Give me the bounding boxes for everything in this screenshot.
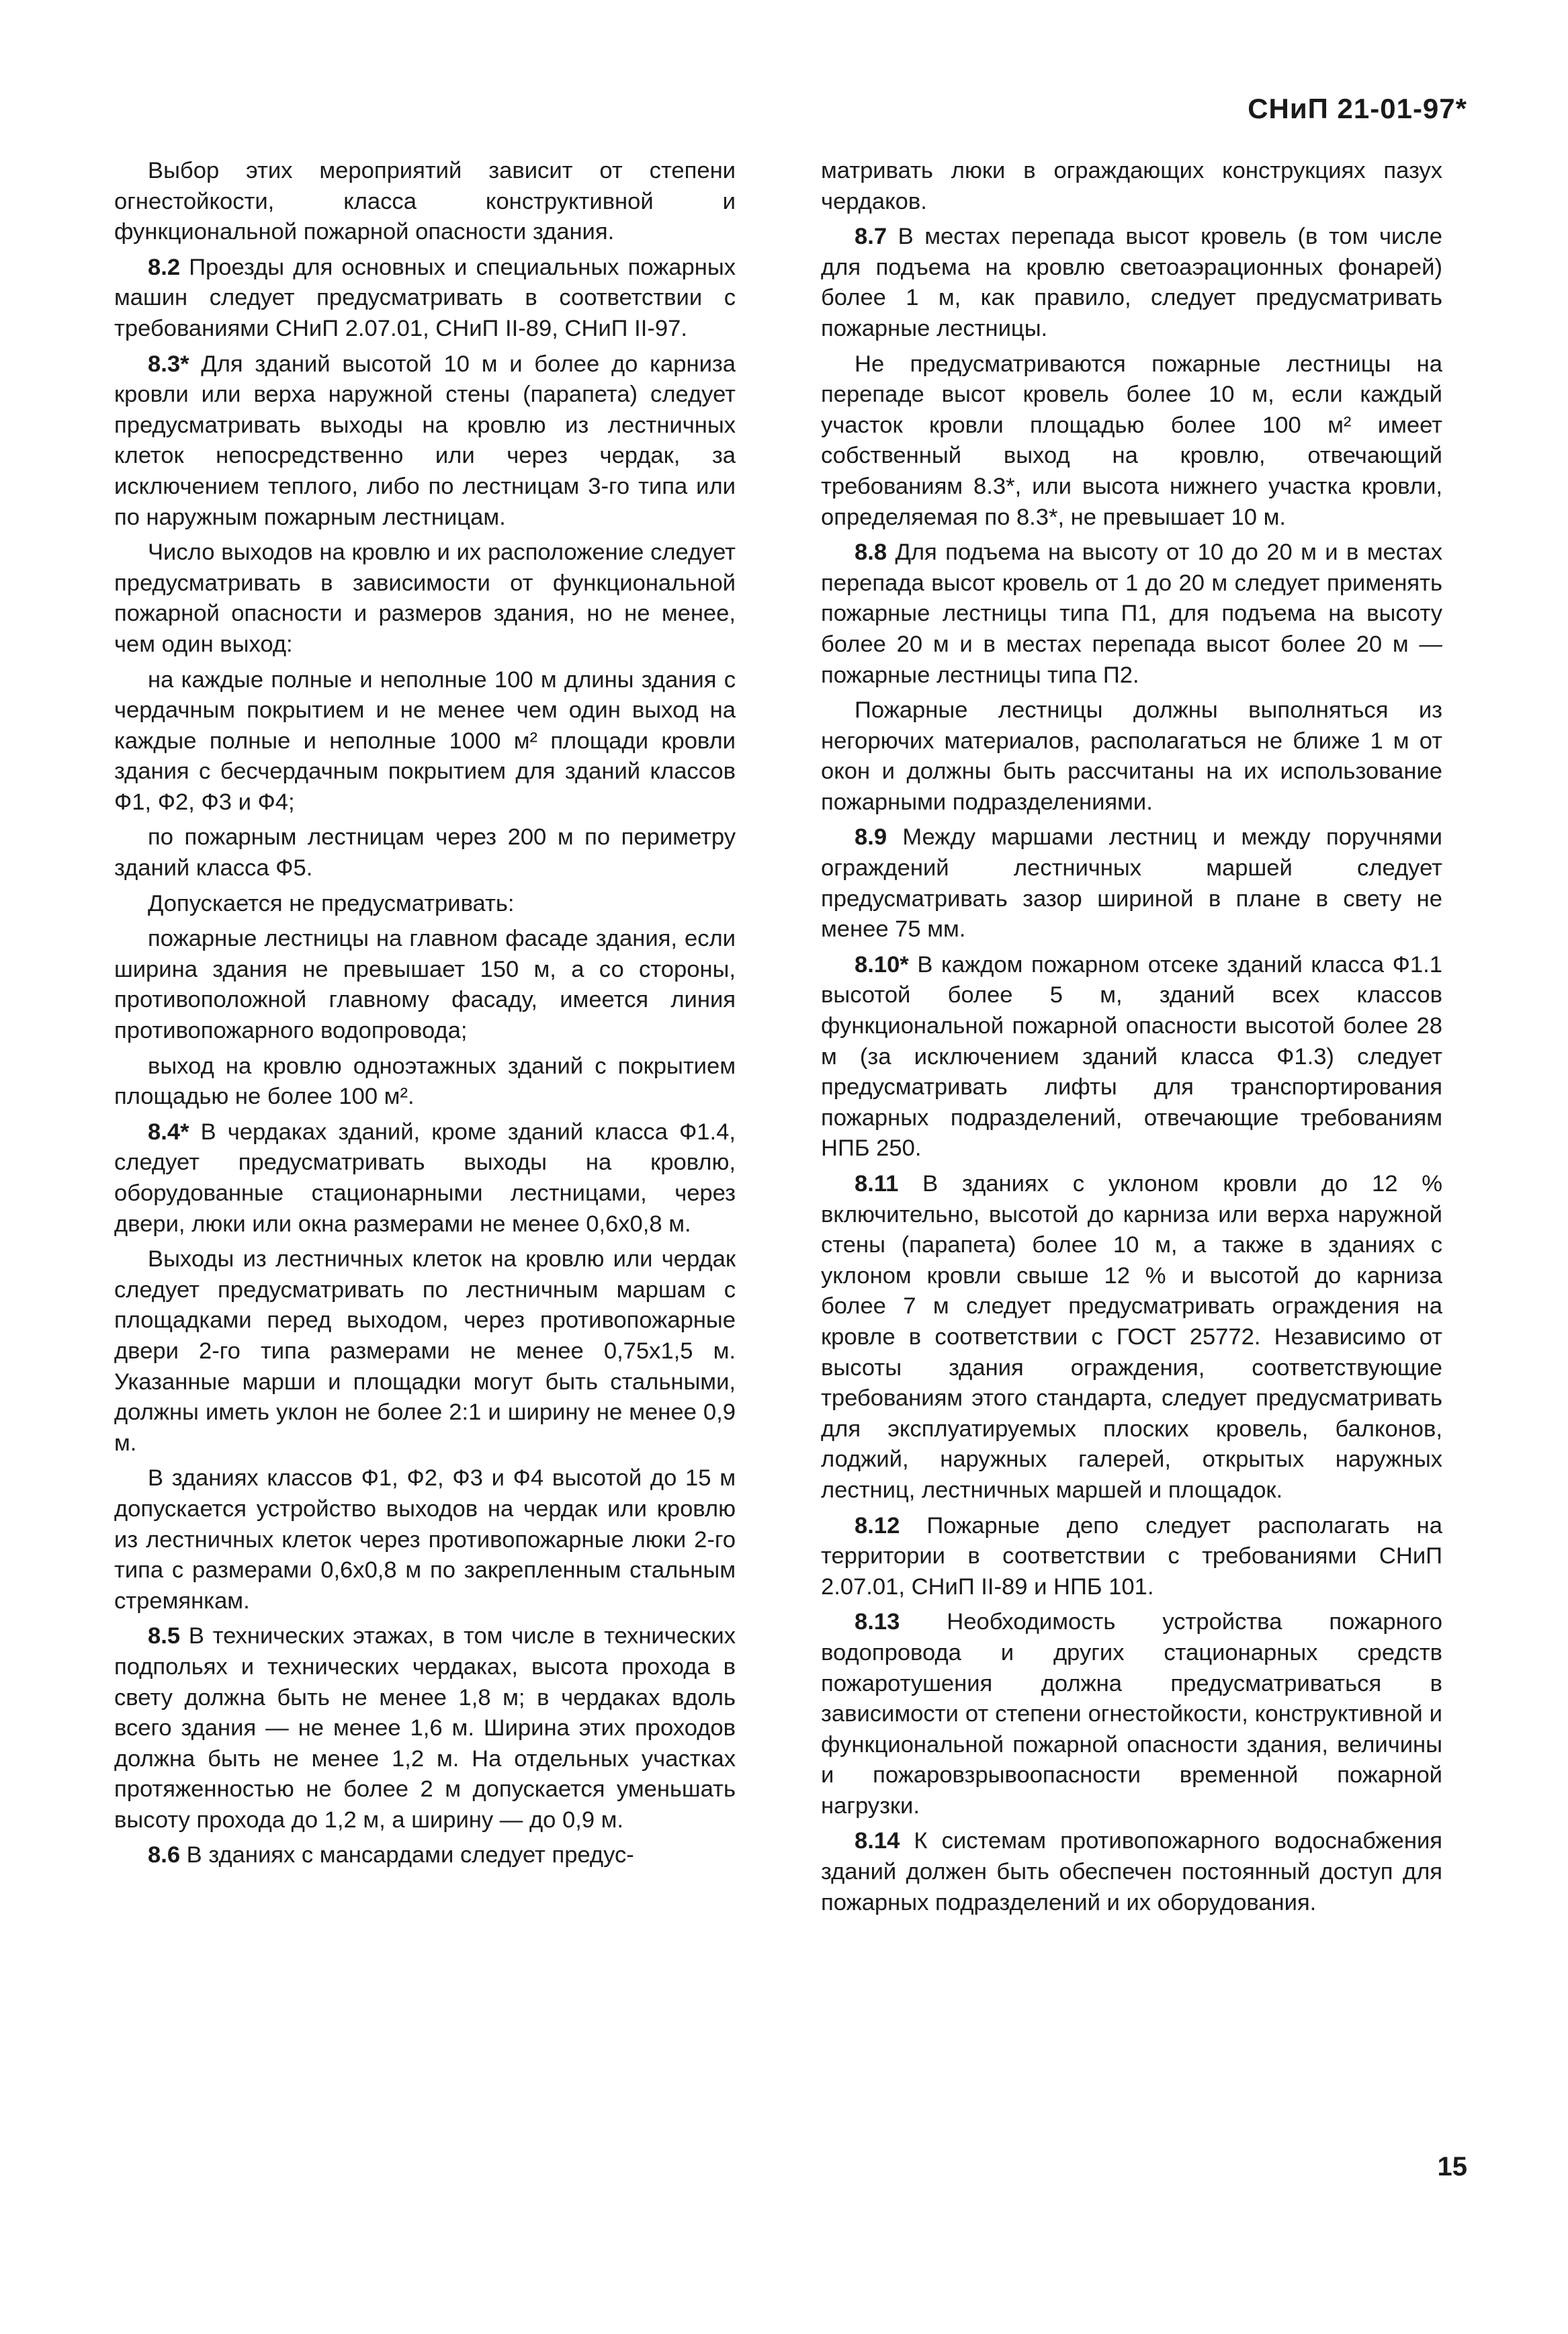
paragraph-text: Между маршами лестниц и между поручнями ограждений лестничных маршей следует предусматривать зазор шириной в плане в свету не менее 75 мм. <box>821 824 1442 943</box>
paragraph-text: К системам противопожарного водоснабжения зданий должен быть обеспечен постоянный доступ для пожарных подразделений и их оборудования. <box>821 1828 1442 1915</box>
clause-number: 8.2 <box>148 254 181 280</box>
document-code-header: СНиП 21-01-97* <box>1248 93 1467 124</box>
clause-number: 8.14 <box>855 1828 900 1854</box>
paragraph-text: пожарные лестницы на главном фасаде здания, если ширина здания не превышает 150 м, а со стороны, противоположной главному фасаду, имеется линия противопожарного водопровода; <box>114 926 736 1044</box>
paragraph <box>114 665 736 818</box>
paragraph <box>821 1607 1442 1821</box>
clause-number: 8.8 <box>855 539 887 566</box>
paragraph-text: по пожарным лестницам через 200 м по периметру зданий класса Ф5. <box>114 824 736 881</box>
clause-number: 8.13 <box>855 1609 900 1635</box>
clause-number: 8.5 <box>148 1623 181 1649</box>
paragraph <box>114 537 736 660</box>
paragraph-text: Пожарные депо следует располагать на территории в соответствии с требованиями СНиП 2.07.01, СНиП II-89 и НПБ 101. <box>821 1512 1442 1600</box>
paragraph <box>114 1463 736 1616</box>
paragraph <box>821 1826 1442 1918</box>
paragraph <box>821 156 1442 217</box>
paragraph <box>821 349 1442 533</box>
paragraph <box>114 1244 736 1459</box>
paragraph-text: Для подъема на высоту от 10 до 20 м и в местах перепада высот кровель от 1 до 20 м следует применять пожарные лестницы типа П1, для подъема на высоту более 20 м и в местах перепада высот более 20 м — пожарные лестницы типа П2. <box>821 539 1442 688</box>
paragraph <box>821 950 1442 1164</box>
paragraph-text: Выходы из лестничных клеток на кровлю или чердак следует предусматривать по лестничным маршам с площадками перед выходом, через противопожарные двери 2-го типа размерами не менее 0,75х1,5 м. Указанные марши и площадки могут быть стальными, должны иметь уклон не более 2:1 и ширину не менее 0,9 м. <box>114 1246 736 1456</box>
page-number: 15 <box>1437 2152 1467 2181</box>
paragraph <box>821 537 1442 691</box>
paragraph-text: В чердаках зданий, кроме зданий класса Ф1.4, следует предусматривать выходы на кровлю, оборудованные стационарными лестницами, через двери, люки или окна размерами не менее 0,6х0,8 м. <box>114 1119 736 1237</box>
paragraph <box>821 1169 1442 1506</box>
paragraph-text: выход на кровлю одноэтажных зданий с покрытием площадью не более 100 м². <box>114 1053 736 1110</box>
paragraph <box>114 924 736 1046</box>
paragraph-text: Проезды для основных и специальных пожарных машин следует предусматривать в соответствии с требованиями СНиП 2.07.01, СНиП II-89, СНиП II-97. <box>114 254 736 341</box>
paragraph-text: Не предусматриваются пожарные лестницы на перепаде высот кровель более 10 м, если каждый участок кровли площадью более 100 м² имеет собственный выход на кровлю, отвечающий требованиям 8.3*, или высота нижнего участка кровли, определяемая по 8.3*, не превышает 10 м. <box>821 351 1442 530</box>
clause-number: 8.11 <box>855 1171 899 1197</box>
clause-number: 8.4* <box>148 1119 189 1145</box>
paragraph-text: матривать люки в ограждающих конструкциях пазух чердаков. <box>821 158 1442 214</box>
right-text-column <box>821 156 1442 1923</box>
paragraph <box>114 1840 736 1871</box>
paragraph <box>114 889 736 920</box>
paragraph-text: В зданиях с уклоном кровли до 12 % включительно, высотой до карниза или верха наружной стены (парапета) более 10 м, а также в зданиях с уклоном кровли свыше 12 % и высотой до карниза более 7 м следует предусматривать ограждения на кровле в соответствии с ГОСТ 25772. Независимо от высоты здания ограждения, соответствующие требованиям этого стандарта, следует предусматривать для эксплуатируемых плоских кровель, балконов, лоджий, наружных галерей, открытых наружных лестниц, лестничных маршей и площадок. <box>821 1171 1442 1503</box>
paragraph-text: В каждом пожарном отсеке зданий класса Ф1.1 высотой более 5 м, зданий всех классов функциональной пожарной опасности высотой более 28 м (за исключением зданий класса Ф1.3) следует предусматривать лифты для транспортирования пожарных подразделений, отвечающие требованиям НПБ 250. <box>821 951 1442 1162</box>
clause-number: 8.9 <box>855 824 887 851</box>
paragraph-text: В технических этажах, в том числе в технических подпольях и технических чердаках, высота прохода в свету должна быть не менее 1,8 м; в чердаках вдоль всего здания — не менее 1,6 м. Ширина этих проходов должна быть не менее 1,2 м. На отдельных участках протяженностью не более 2 м допускается уменьшать высоту прохода до 1,2 м, а ширину — до 0,9 м. <box>114 1623 736 1833</box>
clause-number: 8.7 <box>855 224 887 250</box>
paragraph <box>114 156 736 248</box>
paragraph <box>114 822 736 883</box>
paragraph <box>114 349 736 533</box>
paragraph-text: на каждые полные и неполные 100 м длины здания с чердачным покрытием и не менее чем один выход на каждые полные и неполные 1000 м² площади кровли здания с бесчердачным покрытием для зданий классов Ф1, Ф2, Ф3 и Ф4; <box>114 666 736 815</box>
paragraph-text: Выбор этих мероприятий зависит от степени огнестойкости, класса конструктивной и функциональной пожарной опасности здания. <box>114 158 736 245</box>
paragraph-text: Необходимость устройства пожарного водопровода и других стационарных средств пожаротушения должна предусматриваться в зависимости от степени огнестойкости, конструктивной и функциональной пожарной опасности здания, величины и пожаровзрывоопасности временной пожарной нагрузки. <box>821 1609 1442 1819</box>
clause-number: 8.10* <box>855 951 909 978</box>
clause-number: 8.6 <box>148 1842 181 1868</box>
paragraph-text: Пожарные лестницы должны выполняться из негорючих материалов, располагаться не ближе 1 м от окон и должны быть рассчитаны на их использование пожарными подразделениями. <box>821 697 1442 815</box>
paragraph-text: Допускается не предусматривать: <box>148 890 515 916</box>
paragraph-text: В зданиях классов Ф1, Ф2, Ф3 и Ф4 высотой до 15 м допускается устройство выходов на чердак или кровлю из лестничных клеток через противопожарные люки 2-го типа с размерами 0,6х0,8 м по закрепленным стальным стремянкам. <box>114 1465 736 1614</box>
left-text-column <box>114 156 736 1876</box>
paragraph <box>821 695 1442 818</box>
paragraph <box>821 1511 1442 1603</box>
paragraph <box>114 1117 736 1240</box>
paragraph-text: Число выходов на кровлю и их расположение следует предусматривать в зависимости от функциональной пожарной опасности и размеров здания, но не менее, чем один выход: <box>114 539 736 657</box>
clause-number: 8.3* <box>148 351 189 377</box>
paragraph <box>821 822 1442 945</box>
paragraph <box>114 253 736 345</box>
paragraph <box>114 1621 736 1835</box>
paragraph <box>821 222 1442 344</box>
paragraph-text: В местах перепада высот кровель (в том числе для подъема на кровлю светоаэрационных фонарей) более 1 м, как правило, следует предусматривать пожарные лестницы. <box>821 224 1442 341</box>
clause-number: 8.12 <box>855 1512 900 1539</box>
paragraph <box>114 1051 736 1113</box>
paragraph-text: В зданиях с мансардами следует предус- <box>180 1842 634 1868</box>
paragraph-text: Для зданий высотой 10 м и более до карниза кровли или верха наружной стены (парапета) следует предусматривать выходы на кровлю из лестничных клеток непосредственно или через чердак, за исключением теплого, либо по лестницам 3-го типа или по наружным пожарным лестницам. <box>114 351 736 530</box>
